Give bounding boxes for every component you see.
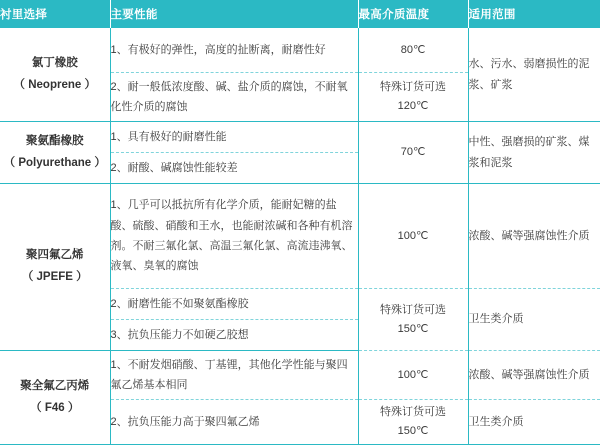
lining-name-line1: 聚氨酯橡胶 — [26, 134, 84, 147]
header-max-temperature: 最高介质温度 — [358, 0, 468, 28]
temperature-line1: 特殊订货可选 — [380, 81, 446, 94]
performance-text: 2、耐磨性能不如聚氨酯橡胶 — [110, 289, 358, 320]
temperature-line1: 特殊订货可选 — [380, 303, 446, 316]
temperature-value: 80℃ — [358, 28, 468, 73]
table-row — [0, 28, 600, 73]
performance-text: 3、抗负压能力不如硬乙胶想 — [110, 320, 358, 351]
temperature-value: 100℃ — [358, 351, 468, 400]
lining-name-line1: 聚全氟乙丙烯 — [20, 379, 90, 392]
temperature-value — [358, 73, 468, 122]
performance-text: 2、耐酸、碱腐蚀性能较差 — [110, 153, 358, 184]
lining-name-line2: （ Neoprene ） — [13, 78, 96, 91]
performance-text: 1、具有极好的耐磨性能 — [110, 122, 358, 153]
table-row — [0, 351, 600, 400]
temperature-line1: 特殊订货可选 — [380, 406, 446, 419]
lining-name-line2: （ Polyurethane ） — [3, 156, 106, 169]
lining-name-line1: 聚四氟乙烯 — [26, 249, 84, 262]
performance-text: 2、耐一般低浓度酸、碱、盐介质的腐蚀，不耐氧化性介质的腐蚀 — [110, 73, 358, 122]
application-range-text: 浓酸、碱等强腐蚀性介质 — [468, 351, 600, 400]
application-range-text: 中性、强磨损的矿浆、煤浆和泥浆 — [468, 122, 600, 184]
temperature-value — [358, 400, 468, 445]
temperature-line2: 150℃ — [397, 322, 429, 335]
performance-text: 1、不耐发烟硝酸、丁基锂，其他化学性能与聚四氟乙烯基本相同 — [110, 351, 358, 400]
application-range-text: 卫生类介质 — [468, 400, 600, 445]
lining-name-jpefe — [0, 184, 110, 351]
temperature-value — [358, 289, 468, 351]
table-row — [0, 122, 600, 153]
lining-name-line2: （ JPEFE ） — [21, 271, 88, 283]
performance-text: 2、抗负压能力高于聚四氟乙烯 — [110, 400, 358, 445]
temperature-value: 70℃ — [358, 122, 468, 184]
temperature-line2: 150℃ — [397, 425, 429, 437]
application-range-text: 水、污水、弱磨损性的泥浆、矿浆 — [468, 28, 600, 122]
temperature-line2: 120℃ — [397, 100, 429, 112]
lining-name-f46 — [0, 351, 110, 445]
temperature-value: 100℃ — [358, 184, 468, 289]
performance-text: 1、几乎可以抵抗所有化学介质，能耐妃糖的盐酸、硫酸、硝酸和王水，也能耐浓碱和各种有机溶剂。不耐三氟化氯、高温三氟化氯、高流违沸氧、液氧、臭氧的腐蚀 — [110, 184, 358, 289]
lining-name-line2: （ F46 ） — [30, 401, 80, 414]
application-range-text: 浓酸、碱等强腐蚀性介质 — [468, 184, 600, 289]
performance-text: 1、有极好的弹性，高度的扯断离，耐磨性好 — [110, 28, 358, 73]
header-application-range: 适用范围 — [468, 0, 600, 28]
lining-name-neoprene — [0, 28, 110, 122]
table-row — [0, 184, 600, 289]
lining-name-polyurethane — [0, 122, 110, 184]
header-main-performance: 主要性能 — [110, 0, 358, 28]
application-range-text: 卫生类介质 — [468, 289, 600, 351]
lining-name-line1: 氯丁橡胶 — [31, 56, 78, 69]
table-header-row — [0, 0, 600, 28]
header-lining-selection: 衬里选择 — [0, 0, 110, 28]
